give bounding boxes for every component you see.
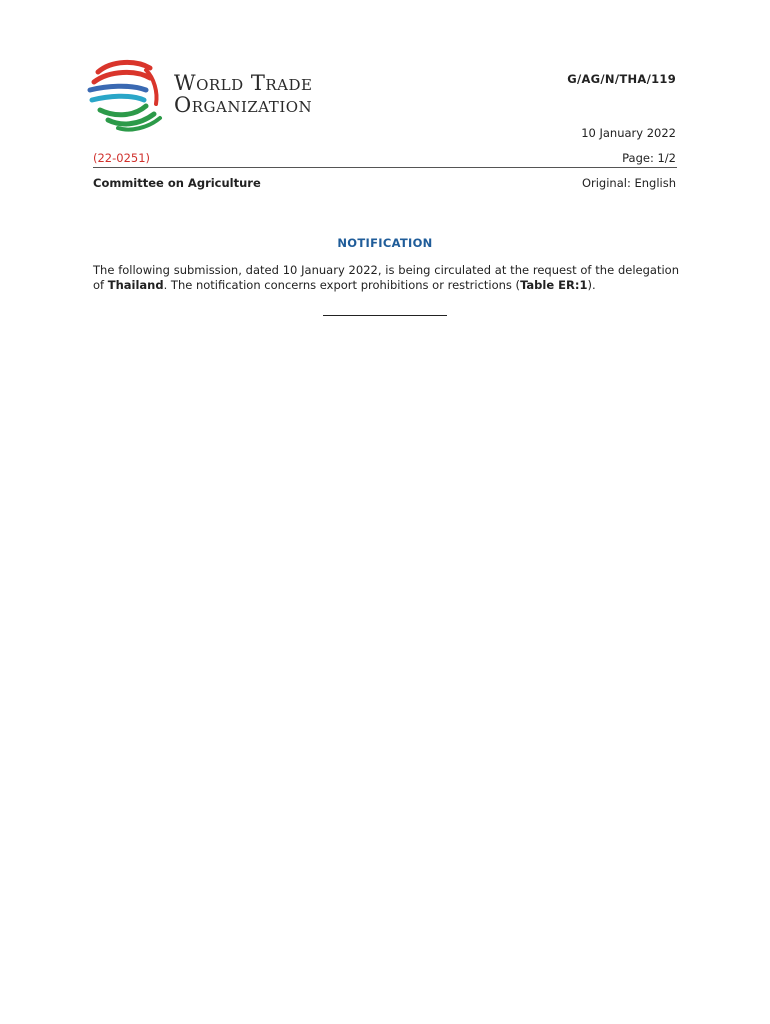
paragraph-text-3: ). xyxy=(587,277,596,292)
page-number: Page: 1/2 xyxy=(622,151,676,165)
document-symbol: G/AG/N/THA/119 xyxy=(567,72,676,86)
paragraph-text-1: The following submission, dated 10 January 2022, is being circulated at the request of the delegation of xyxy=(93,263,679,292)
end-of-text-rule xyxy=(323,315,447,316)
organization-name xyxy=(174,72,312,116)
header-divider xyxy=(93,167,677,168)
paragraph-text-2: . The notification concerns export prohibitions or restrictions ( xyxy=(163,277,521,292)
committee-name: Committee on Agriculture xyxy=(93,176,261,190)
document-date: 10 January 2022 xyxy=(581,126,676,140)
notification-heading: NOTIFICATION xyxy=(337,236,433,250)
organization-name-line1: World Trade xyxy=(174,71,313,95)
document-number: (22-0251) xyxy=(93,151,151,165)
table-reference: Table ER:1 xyxy=(520,277,588,292)
original-language: Original: English xyxy=(581,176,676,190)
notification-paragraph xyxy=(93,263,679,292)
country-name: Thailand xyxy=(107,277,164,292)
wto-logo xyxy=(84,56,334,132)
wto-logo-icon xyxy=(84,56,168,132)
organization-name-line2: Organization xyxy=(174,93,313,117)
